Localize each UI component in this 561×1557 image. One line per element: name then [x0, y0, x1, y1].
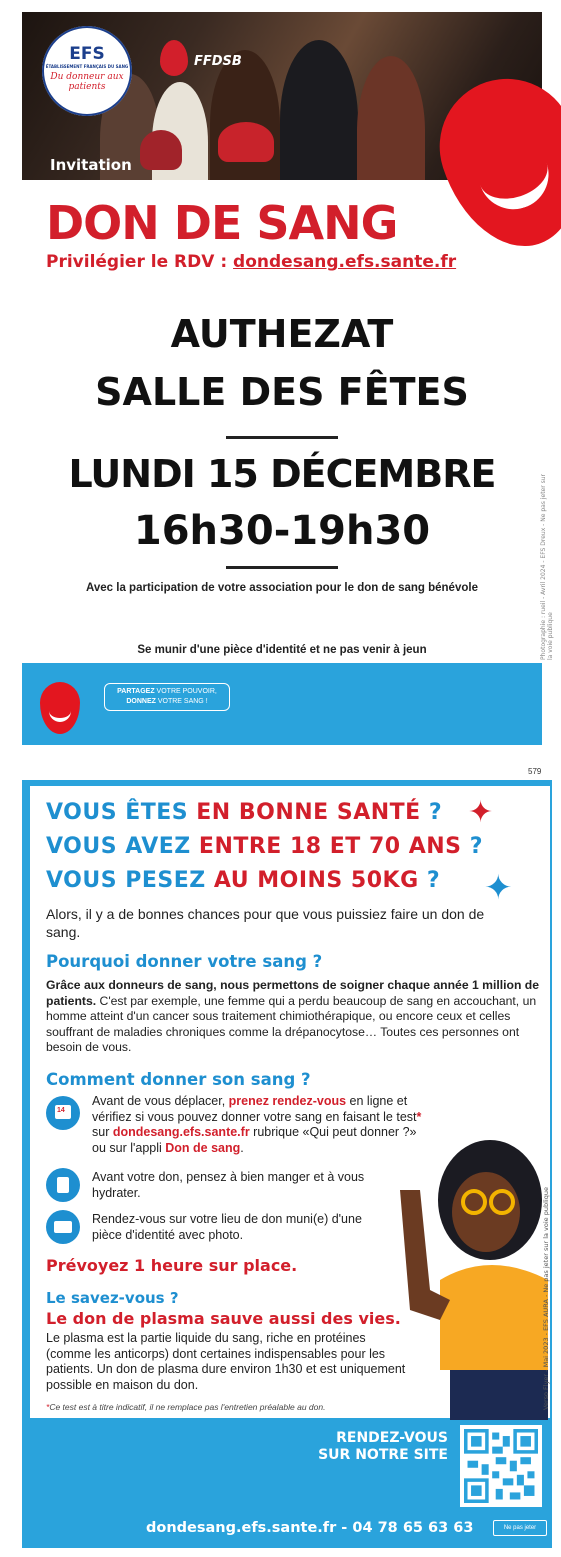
question-health: VOUS ÊTES EN BONNE SANTÉ ?	[46, 800, 443, 825]
blood-drop-icon	[160, 40, 188, 76]
plasma-text: Le plasma est la partie liquide du sang, riche en protéines (comme les anticorps) dont certaines indispensables pour les patients. Un don de plasma dure environ 1h30 et est uniquement possible en maison du don.	[46, 1331, 406, 1392]
event-date: LUNDI 15 DÉCEMBRE	[68, 452, 496, 496]
plan-time: Prévoyez 1 heure sur place.	[46, 1256, 298, 1275]
qr-code[interactable]	[460, 1425, 542, 1507]
did-you-know: Le savez-vous ?	[46, 1289, 179, 1307]
question-age: VOUS AVEZ ENTRE 18 ET 70 ANS ?	[46, 834, 483, 859]
event-place: SALLE DES FÊTES	[95, 370, 469, 414]
intro-text: Alors, il y a de bonnes chances pour que vous puissiez faire un don de sang.	[46, 906, 485, 940]
side-print-info: Photographie : rueil - Avril 2024 - EFS Dreux - Ne pas jeter sur la voie publique	[540, 473, 554, 660]
id-card-icon	[46, 1210, 80, 1244]
calendar-icon: 14	[46, 1096, 80, 1130]
side-print-info: Verso Flyer - Mai 2023 - EFS AURA - Ne pas jeter sur la voie publique	[542, 1187, 550, 1410]
divider	[226, 566, 338, 569]
association-note: Avec la participation de votre association pour le don de sang bénévole	[86, 582, 478, 594]
event-town: AUTHEZAT	[170, 312, 394, 356]
recycle-badge: Ne pas jeter	[493, 1520, 547, 1536]
page-number: 579	[528, 767, 542, 776]
invitation-label: Invitation	[50, 156, 132, 174]
why-text: Grâce aux donneurs de sang, nous permettons de soigner chaque année 1 million de patients. C'est par exemple, une femme qui a perdu beaucoup de sang en accouchant, un homme atteint d'un cancer sous traitement chimiothérapique, ou encore ceux et celles souffrant de maladies chroniques comme la drépanocytose… Toutes ces personnes ont besoin de vous.	[46, 978, 540, 1054]
plasma-heading: Le don de plasma sauve aussi des vies.	[46, 1309, 401, 1328]
cta-text: RENDEZ-VOUS SUR NOTRE SITE	[318, 1430, 448, 1463]
event-title: DON DE SANG	[46, 196, 398, 250]
step-eat-drink: Avant votre don, pensez à bien manger et à vous hydrater.	[92, 1170, 365, 1200]
why-heading: Pourquoi donner votre sang ?	[46, 952, 323, 971]
id-notice: Se munir d'une pièce d'identité et ne pas venir à jeun	[137, 644, 427, 656]
speech-bubble: PARTAGEZ VOTRE POUVOIR, DONNEZ VOTRE SANG !	[104, 683, 230, 711]
rdv-line: Privilégier le RDV : dondesang.efs.sante.fr	[46, 252, 457, 272]
step-appointment: Avant de vous déplacer, prenez rendez-vous en ligne et vérifiez si vous pouvez donner votre sang en faisant le test* sur dondesang.efs.sante.fr rubrique «Qui peut donner ?» ou sur l'appli Don de sang.	[92, 1094, 422, 1155]
efs-logo: EFS ÉTABLISSEMENT FRANÇAIS DU SANG Du donneur aux patients	[42, 26, 132, 116]
step-id: Rendez-vous sur votre lieu de don muni(e) d'une pièce d'identité avec photo.	[92, 1212, 362, 1242]
question-weight: VOUS PESEZ AU MOINS 50KG ?	[46, 868, 441, 893]
sparkle-icon: ✦	[468, 795, 494, 830]
rdv-link[interactable]: dondesang.efs.sante.fr	[233, 252, 457, 272]
footer-contact: dondesang.efs.sante.fr - 04 78 65 63 63	[146, 1520, 474, 1536]
footnote: *Ce test est à titre indicatif, il ne remplace pas l'entretien préalable au don.	[46, 1402, 326, 1412]
event-time: 16h30-19h30	[133, 508, 431, 554]
drink-glass-icon	[46, 1168, 80, 1202]
sparkle-icon: ✦	[484, 868, 513, 908]
divider	[226, 436, 338, 439]
how-heading: Comment donner son sang ?	[46, 1070, 311, 1089]
